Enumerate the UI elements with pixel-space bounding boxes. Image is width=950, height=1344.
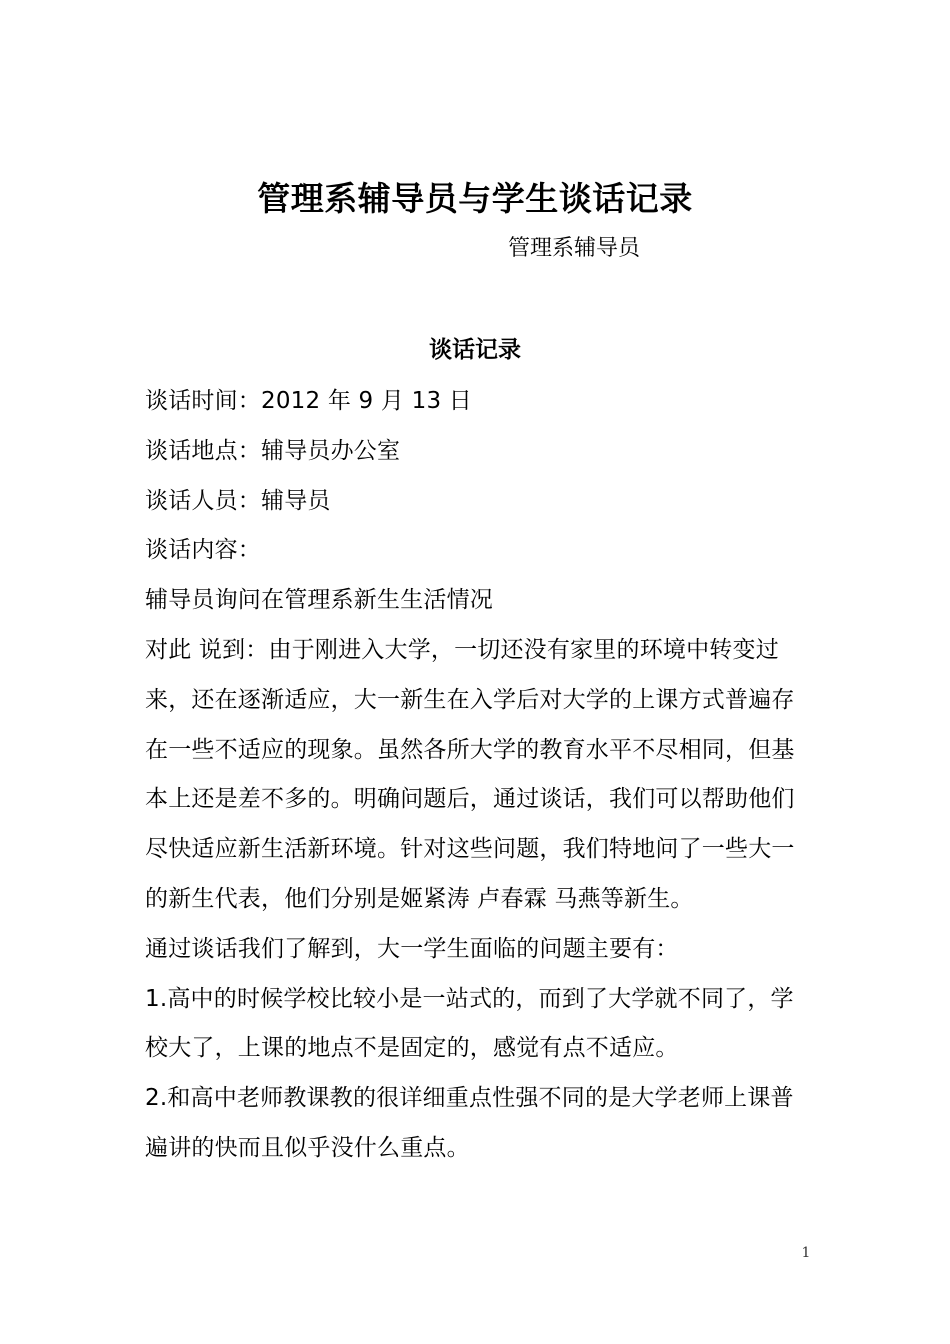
paragraph: 通过谈话我们了解到，大一学生面临的问题主要有： — [145, 935, 679, 962]
field-people: 谈话人员：辅导员 — [145, 487, 331, 514]
field-time: 谈话时间：2012 年 9 月 13 日 — [145, 388, 472, 414]
paragraph: 辅导员询问在管理系新生生活情况 — [145, 587, 493, 614]
section-title: 谈话记录 — [429, 337, 521, 363]
paragraph: 对此 说到：由于刚进入大学，一切还没有家里的环境中转变过来，还在逐渐适应，大一新生在入学后对大学的上课方式普遍存在一些不适应的现象。虽然各所大学的教育水平不尽相同，但基本上还是差不多的。明确问题后，通过谈话，我们可以帮助他们尽快适应新生活新环境。针对这些问题，我们特地问了一些大一的新生代表，他们分别是姬紧涛 卢春霖 马燕等新生。 — [145, 636, 795, 912]
field-place: 谈话地点：辅导员办公室 — [145, 437, 401, 464]
document-title: 管理系辅导员与学生谈话记录 — [257, 179, 693, 218]
paragraph: 1.高中的时候学校比较小是一站式的，而到了大学就不同了，学校大了，上课的地点不是固定的，感觉有点不适应。 — [145, 985, 794, 1062]
document-body — [145, 377, 813, 1174]
paragraph: 2.和高中老师教课教的很详细重点性强不同的是大学老师上课普遍讲的快而且似乎没什么重点。 — [145, 1085, 794, 1161]
page-number: 1 — [801, 1245, 811, 1261]
document-subtitle: 管理系辅导员 — [508, 236, 641, 261]
field-content-label: 谈话内容： — [145, 537, 261, 564]
